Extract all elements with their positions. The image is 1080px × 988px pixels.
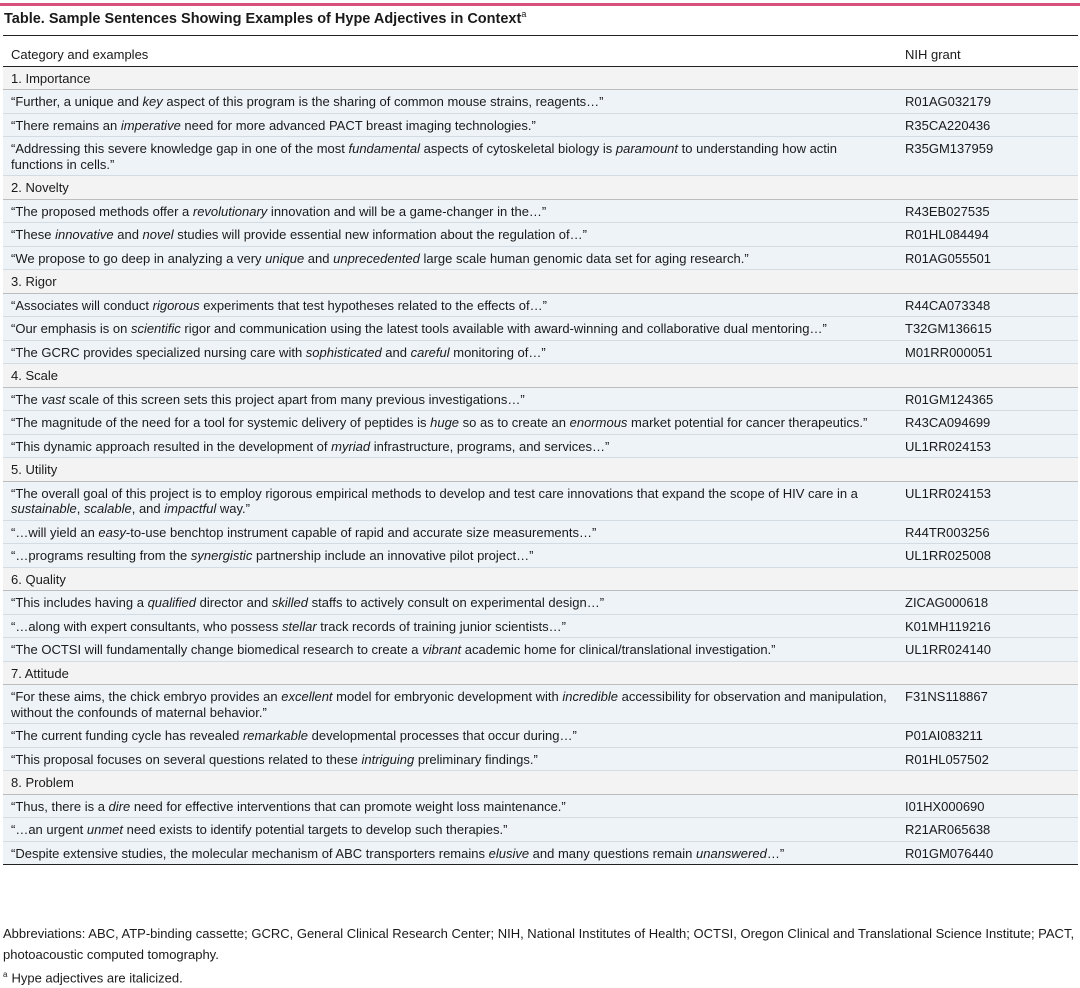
- hype-adjective: unprecedented: [333, 250, 420, 266]
- example-quote: [3, 293, 897, 317]
- hype-adjective: excellent: [281, 689, 333, 704]
- grant-id: P01AI083211: [897, 724, 1078, 748]
- example-row: [3, 317, 1078, 341]
- quote-text: rigor and communication using the latest tools available with award-winning and collaborative dual mentoring…”: [180, 321, 827, 336]
- example-row: [3, 340, 1078, 364]
- quote-text: “…an urgent: [11, 822, 87, 837]
- grant-id: R01GM076440: [897, 841, 1078, 865]
- quote-text: “There remains an: [11, 117, 121, 133]
- example-row: [3, 724, 1078, 748]
- quote-text: “Thus, there is a: [11, 798, 109, 814]
- example-quote: [3, 794, 897, 818]
- quote-text: “The proposed methods offer a: [11, 203, 193, 219]
- grant-id: M01RR000051: [897, 340, 1078, 364]
- grant-id: R01HL057502: [897, 747, 1078, 771]
- example-row: [3, 481, 1078, 520]
- example-quote: [3, 90, 897, 114]
- hype-adjective: elusive: [488, 845, 530, 861]
- hype-adjective: remarkable: [242, 728, 308, 743]
- category-name: 4. Scale: [3, 364, 897, 388]
- grant-id: R01AG055501: [897, 246, 1078, 270]
- category-grant-empty: [897, 66, 1078, 90]
- hype-adjective: qualified: [147, 595, 197, 610]
- example-row: [3, 747, 1078, 771]
- grant-id: F31NS118867: [897, 685, 1078, 724]
- footnote-marker: a: [3, 970, 8, 979]
- example-row: [3, 685, 1078, 724]
- grant-id: R35CA220436: [897, 113, 1078, 137]
- grant-id: K01MH119216: [897, 614, 1078, 638]
- grant-id: I01HX000690: [897, 794, 1078, 818]
- hype-adjective: innovative: [55, 227, 114, 242]
- quote-text: and: [304, 250, 334, 266]
- example-quote: [3, 544, 897, 568]
- example-row: [3, 638, 1078, 662]
- example-row: [3, 544, 1078, 568]
- quote-text: “The overall goal of this project is to employ rigorous empirical methods to develop and test care innovations that expand the scope of HIV care in a: [11, 485, 858, 501]
- category-row: [3, 771, 1078, 795]
- quote-text: developmental processes that occur during…”: [308, 728, 577, 743]
- hype-adjective: skilled: [271, 595, 309, 610]
- quote-text: need exists to identify potential targets to develop such therapies.”: [123, 822, 508, 837]
- quote-text: “The magnitude of the need for a tool for systemic delivery of peptides is: [11, 415, 431, 430]
- quote-text: “…programs resulting from the: [11, 548, 191, 563]
- hype-adjective: fundamental: [348, 141, 421, 156]
- hype-adjectives-table: [3, 35, 1078, 865]
- quote-text: staffs to actively consult on experimental design…”: [308, 595, 605, 610]
- quote-text: market potential for cancer therapeutics.”: [627, 415, 868, 430]
- category-name: 5. Utility: [3, 458, 897, 482]
- example-row: [3, 434, 1078, 458]
- example-quote: [3, 199, 897, 223]
- example-quote: [3, 137, 897, 176]
- hype-adjective: myriad: [331, 438, 371, 454]
- example-quote: [3, 591, 897, 615]
- example-row: [3, 794, 1078, 818]
- quote-text: need for effective interventions that can promote weight loss maintenance.”: [130, 798, 566, 814]
- quote-text: experiments that test hypotheses related to the effects of…”: [199, 297, 547, 313]
- quote-text: , and: [131, 501, 165, 516]
- grant-id: UL1RR024153: [897, 481, 1078, 520]
- quote-text: “Our emphasis is on: [11, 321, 131, 336]
- quote-text: studies will provide essential new information about the regulation of…”: [173, 227, 587, 242]
- example-quote: [3, 685, 897, 724]
- hype-adjective: easy: [98, 524, 126, 540]
- quote-text: “…will yield an: [11, 524, 99, 540]
- quote-text: …”: [766, 845, 785, 861]
- quote-text: director and: [196, 595, 272, 610]
- example-quote: [3, 411, 897, 435]
- category-grant-empty: [897, 661, 1078, 685]
- hype-adjective: careful: [410, 344, 450, 360]
- example-row: [3, 199, 1078, 223]
- example-row: [3, 591, 1078, 615]
- example-row: [3, 411, 1078, 435]
- grant-id: R43CA094699: [897, 411, 1078, 435]
- category-name: 1. Importance: [3, 66, 897, 90]
- quote-text: ,: [76, 501, 85, 516]
- quote-text: “These: [11, 227, 56, 242]
- hype-adjective: key: [142, 94, 163, 109]
- quote-text: partnership include an innovative pilot project…”: [252, 548, 534, 563]
- example-quote: [3, 724, 897, 748]
- grant-id: UL1RR024153: [897, 434, 1078, 458]
- category-name: 8. Problem: [3, 771, 897, 795]
- hype-adjective: incredible: [562, 689, 618, 704]
- grant-id: R44CA073348: [897, 293, 1078, 317]
- quote-text: scale of this screen sets this project apart from many previous investigations…”: [65, 391, 525, 407]
- quote-text: “The OCTSI will fundamentally change biomedical research to create a: [11, 642, 423, 657]
- category-name: 6. Quality: [3, 567, 897, 591]
- quote-text: “Addressing this severe knowledge gap in one of the most: [11, 141, 349, 156]
- example-row: [3, 90, 1078, 114]
- example-quote: [3, 340, 897, 364]
- category-grant-empty: [897, 364, 1078, 388]
- quote-text: so as to create an: [459, 415, 570, 430]
- grant-id: R44TR003256: [897, 520, 1078, 544]
- category-row: [3, 661, 1078, 685]
- example-quote: [3, 434, 897, 458]
- example-quote: [3, 387, 897, 411]
- category-row: [3, 458, 1078, 482]
- example-row: [3, 293, 1078, 317]
- grant-id: T32GM136615: [897, 317, 1078, 341]
- hype-adjective: unmet: [86, 822, 124, 837]
- example-quote: [3, 246, 897, 270]
- quote-text: and many questions remain: [529, 845, 696, 861]
- grant-id: ZICAG000618: [897, 591, 1078, 615]
- hype-adjective: sustainable: [11, 501, 77, 516]
- quote-text: “The current funding cycle has revealed: [11, 728, 243, 743]
- grant-id: R01HL084494: [897, 223, 1078, 247]
- quote-text: and: [113, 227, 143, 242]
- table-header-row: [3, 36, 1078, 67]
- category-grant-empty: [897, 771, 1078, 795]
- quote-text: model for embryonic development with: [332, 689, 563, 704]
- grant-id: R01GM124365: [897, 387, 1078, 411]
- example-row: [3, 387, 1078, 411]
- quote-text: aspect of this program is the sharing of common mouse strains, reagents…”: [162, 94, 604, 109]
- quote-text: academic home for clinical/translational investigation.”: [461, 642, 776, 657]
- quote-text: innovation and will be a game-changer in the…”: [267, 203, 547, 219]
- hype-adjective: vast: [41, 391, 66, 407]
- quote-text: “This includes having a: [11, 595, 148, 610]
- category-grant-empty: [897, 567, 1078, 591]
- quote-text: “Further, a unique and: [11, 94, 143, 109]
- hype-adjective: synergistic: [190, 548, 253, 563]
- quote-text: “We propose to go deep in analyzing a very: [11, 250, 266, 266]
- category-name: 2. Novelty: [3, 176, 897, 200]
- quote-text: track records of training junior scientists…”: [316, 618, 566, 634]
- quote-text: “The: [11, 391, 42, 407]
- example-row: [3, 113, 1078, 137]
- example-quote: [3, 113, 897, 137]
- quote-text: accessibility for observation and manipulation, without the confounds of maternal behavior.”: [11, 689, 887, 720]
- column-header-grant: NIH grant: [897, 36, 1078, 67]
- hype-adjective: scientific: [130, 321, 181, 336]
- hype-adjective: sophisticated: [305, 344, 382, 360]
- example-quote: [3, 841, 897, 865]
- example-row: [3, 614, 1078, 638]
- table-title: Table. Sample Sentences Showing Examples of Hype Adjectives in Context: [4, 10, 522, 27]
- table-caption: [4, 9, 526, 27]
- example-row: [3, 520, 1078, 544]
- category-row: [3, 176, 1078, 200]
- example-row: [3, 841, 1078, 865]
- hype-adjective: impactful: [164, 501, 217, 516]
- example-quote: [3, 520, 897, 544]
- category-grant-empty: [897, 270, 1078, 294]
- caption-footnote-marker: a: [521, 9, 527, 19]
- example-quote: [3, 747, 897, 771]
- quote-text: monitoring of…”: [449, 344, 546, 360]
- quote-text: “The GCRC provides specialized nursing care with: [11, 344, 306, 360]
- grant-id: R01AG032179: [897, 90, 1078, 114]
- column-header-category: Category and examples: [3, 36, 897, 67]
- category-name: 7. Attitude: [3, 661, 897, 685]
- quote-text: -to-use benchtop instrument capable of rapid and accurate size measurements…”: [125, 524, 597, 540]
- table-body: [3, 66, 1078, 865]
- quote-text: and: [381, 344, 411, 360]
- example-row: [3, 246, 1078, 270]
- grant-id: UL1RR024140: [897, 638, 1078, 662]
- hype-adjective: rigorous: [152, 297, 200, 313]
- category-row: [3, 66, 1078, 90]
- quote-text: “This dynamic approach resulted in the development of: [11, 438, 332, 454]
- example-quote: [3, 614, 897, 638]
- abbreviations-note: Abbreviations: ABC, ATP-binding cassette; GCRC, General Clinical Research Center; NIH, National Institutes of Health; OCTSI, Oregon Clinical and Translational Science Institute; PACT, photoacoustic computed tomography.: [3, 926, 1075, 962]
- example-quote: [3, 638, 897, 662]
- grant-id: R43EB027535: [897, 199, 1078, 223]
- example-quote: [3, 818, 897, 842]
- grant-id: UL1RR025008: [897, 544, 1078, 568]
- hype-adjective: novel: [142, 227, 174, 242]
- hype-adjective: stellar: [281, 618, 317, 634]
- quote-text: “For these aims, the chick embryo provides an: [11, 689, 282, 704]
- quote-text: infrastructure, programs, and services…”: [370, 438, 610, 454]
- quote-text: need for more advanced PACT breast imaging technologies.”: [180, 117, 536, 133]
- example-row: [3, 818, 1078, 842]
- grant-id: R21AR065638: [897, 818, 1078, 842]
- hype-adjective: huge: [430, 415, 460, 430]
- hype-adjective: intriguing: [361, 751, 415, 767]
- hype-adjective: revolutionary: [192, 203, 268, 219]
- example-quote: [3, 481, 897, 520]
- quote-text: aspects of cytoskeletal biology is: [420, 141, 616, 156]
- hype-adjective: unique: [265, 250, 305, 266]
- footnote-text: Hype adjectives are italicized.: [11, 970, 183, 986]
- footnote: [3, 970, 183, 985]
- quote-text: way.”: [216, 501, 250, 516]
- category-row: [3, 567, 1078, 591]
- example-row: [3, 137, 1078, 176]
- example-quote: [3, 223, 897, 247]
- quote-text: “Associates will conduct: [11, 297, 153, 313]
- hype-adjective: vibrant: [422, 642, 462, 657]
- hype-adjective: scalable: [84, 501, 132, 516]
- category-name: 3. Rigor: [3, 270, 897, 294]
- category-grant-empty: [897, 458, 1078, 482]
- category-row: [3, 364, 1078, 388]
- quote-text: to understanding how actin functions in cells.”: [11, 141, 838, 172]
- hype-adjective: paramount: [615, 141, 679, 156]
- quote-text: “Despite extensive studies, the molecular mechanism of ABC transporters remains: [11, 845, 489, 861]
- hype-adjective: dire: [108, 798, 131, 814]
- quote-text: preliminary findings.”: [414, 751, 538, 767]
- category-row: [3, 270, 1078, 294]
- category-grant-empty: [897, 176, 1078, 200]
- quote-text: large scale human genomic data set for aging research.”: [419, 250, 749, 266]
- hype-adjective: imperative: [120, 117, 181, 133]
- grant-id: R35GM137959: [897, 137, 1078, 176]
- hype-adjective: unanswered: [696, 845, 767, 861]
- quote-text: “This proposal focuses on several questions related to these: [11, 751, 362, 767]
- quote-text: “…along with expert consultants, who possess: [11, 618, 282, 634]
- example-row: [3, 223, 1078, 247]
- top-accent-rule: [0, 3, 1080, 6]
- hype-adjective: enormous: [569, 415, 628, 430]
- example-quote: [3, 317, 897, 341]
